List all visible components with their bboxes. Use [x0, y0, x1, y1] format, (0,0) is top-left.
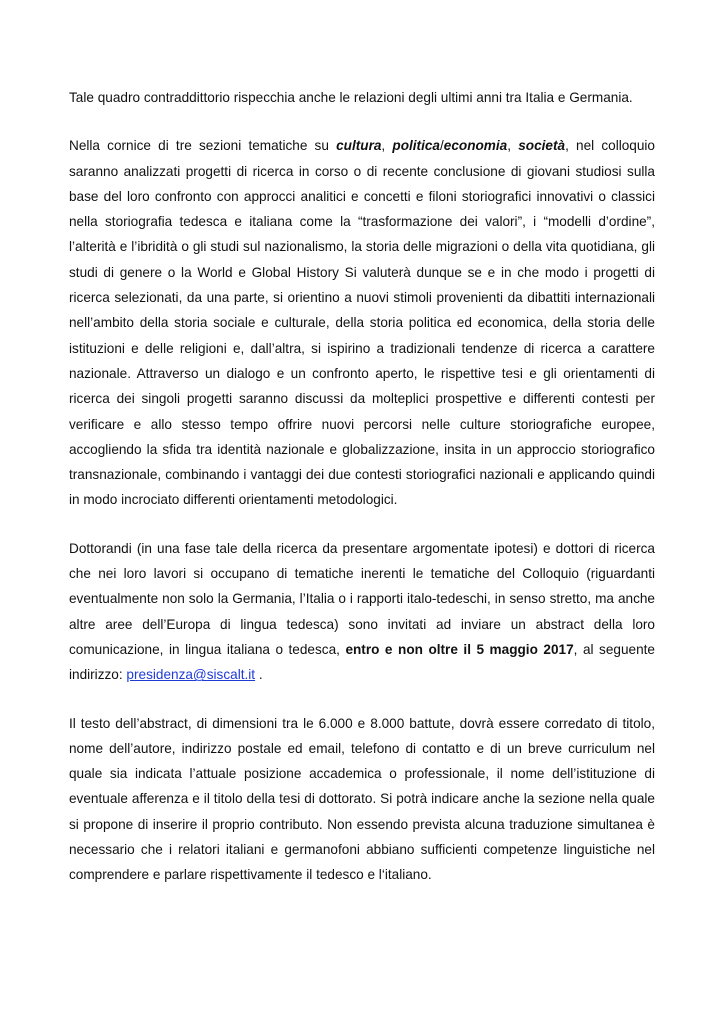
paragraph-intro: Tale quadro contraddittorio rispecchia anche le relazioni degli ultimi anni tra Italia e Germania. — [69, 90, 633, 105]
deadline-text: entro e non oltre il 5 maggio 2017 — [345, 641, 574, 657]
paragraph-call-for-papers — [69, 536, 655, 688]
call-body-text: Dottorandi (in una fase tale della ricerca da presentare argomentate ipotesi) e dottori di ricerca che nei loro lavori si occupano di tematiche inerenti le tematiche del Colloquio (riguardanti eventualmente non solo la Germania, l’Italia o i rapporti italo-tedeschi, in senso stretto, ma anche altre aree dell’Europa di lingua tedesca) sono invitati ad inviare un abstract della loro comunicazione, in lingua italiana o tedesca, — [69, 540, 655, 657]
call-mid-text: , al seguente indirizzo: — [69, 641, 655, 683]
theme-separator: , — [381, 138, 393, 154]
themes-intro-text: Nella cornice di tre sezioni tematiche su — [69, 138, 337, 154]
call-end-text: . — [255, 667, 263, 683]
paragraph-abstract-requirements: Il testo dell’abstract, di dimensioni tra le 6.000 e 8.000 battute, dovrà essere corredato di titolo, nome dell’autore, indirizzo postale ed email, telefono di contatto e di un breve curriculum nel quale sia indicata l’attuale posizione accademica o professionale, il nome dell’istituzione di eventuale afferenza e il titolo della tesi di dottorato. Si potrà indicare anche la sezione nella quale si propone di inserire il proprio contributo. Non essendo prevista alcuna traduzione simultanea è necessario che i relatori italiani e germanofoni abbiano sufficienti competenze linguistiche nel comprendere e parlare rispettivamente il tedesco e l‘italiano. — [69, 715, 655, 883]
paragraph-themes — [69, 133, 655, 512]
theme-societa: società — [518, 138, 566, 154]
theme-politica: politica — [392, 138, 440, 154]
theme-slash: / — [439, 138, 444, 154]
theme-economia: economia — [443, 138, 508, 154]
document-page — [69, 85, 655, 911]
theme-cultura: cultura — [336, 138, 382, 154]
themes-body-text: , nel colloquio saranno analizzati progetti di ricerca in corso o di recente conclusione di giovani studiosi sulla base del loro confronto con approcci analitici e concetti e filoni storiografici innovativi o classici nella storiografia tedesca e italiana come la “trasformazione dei valori”, i “modelli d’ordine”, l’alterità e l’ibridità o gli studi sul nazionalismo, la storia delle migrazioni o della vita quotidiana, gli studi di genere o la World e Global History Si valuterà dunque se e in che modo i progetti di ricerca selezionati, da una parte, si orientino a nuovi stimoli provenienti da dibattiti internazionali nell’ambito della storia sociale e culturale, della storia politica ed economica, della storia delle istituzioni e delle religioni e, dall’altra, si ispirino a tradizionali tendenze di ricerca a carattere nazionale. Attraverso un dialogo e un confronto aperto, le rispettive tesi e gli orientamenti di ricerca dei singoli progetti saranno discussi da molteplici prospettive e differenti contesti per verificare e allo stesso tempo offrire nuovi percorsi nelle culture storiografiche europee, accogliendo la sfida tra identità nazionale e globalizzazione, insita in un approccio storiografico transnazionale, combinando i vantaggi dei due contesti storiografici nazionali e applicando quindi in modo incrociato differenti orientamenti metodologici. — [69, 138, 655, 508]
email-link[interactable]: presidenza@siscalt.it — [126, 667, 256, 683]
theme-separator: , — [507, 138, 519, 154]
